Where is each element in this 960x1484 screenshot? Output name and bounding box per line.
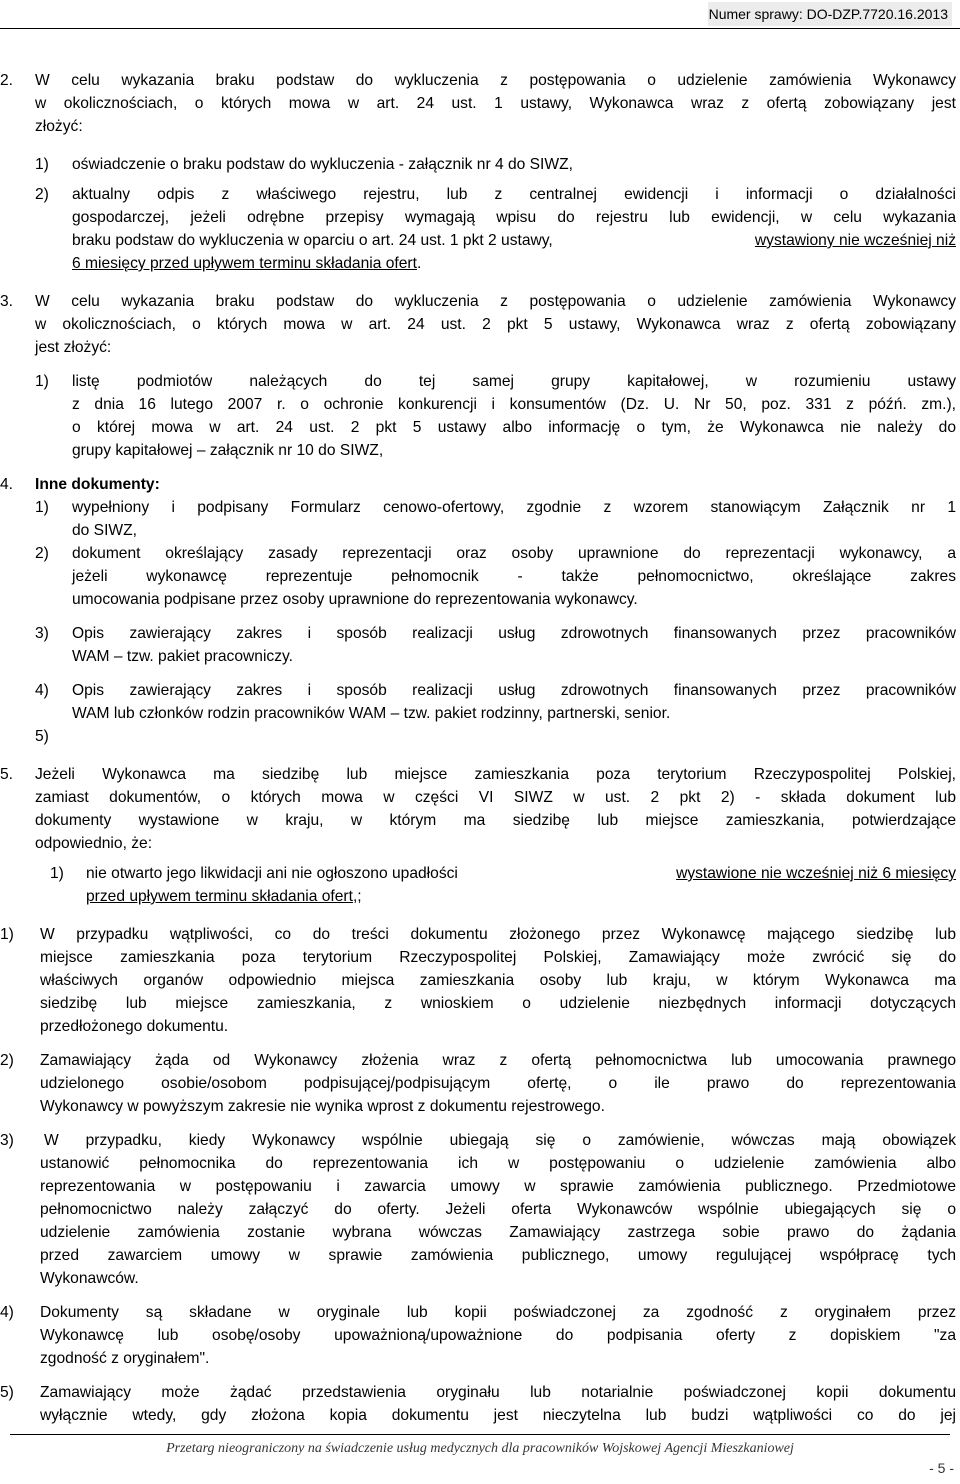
item-text: WAM – tzw. pakiet pracowniczy. <box>72 648 293 665</box>
item-text: grupy kapitałowej – załącznik nr 10 do SIWZ, <box>72 442 384 459</box>
item-text: W przypadku, kiedy Wykonawcy wspólnie ubiegają się o zamówienie, wówczas mają obowiązek <box>44 1132 956 1149</box>
section-number: 2. <box>0 72 14 89</box>
item-text: pełnomocnictwo należy załączyć do oferty. Jeżeli oferta Wykonawców wspólnie ubiegających się o <box>40 1201 956 1218</box>
item-text-mixed <box>72 253 421 275</box>
item-text: wyłącznie wtedy, gdy złożona kopia dokumentu jest nieczytelna lub budzi wątpliwości co do jej <box>40 1407 956 1424</box>
item-text: przedłożonego dokumentu. <box>40 1018 229 1035</box>
section-number: 4. <box>0 476 14 493</box>
item-number: 2) <box>35 545 49 562</box>
paragraph-line: Jeżeli Wykonawca ma siedzibę lub miejsce zamieszkania poza terytorium Rzeczypospolitej Polskiej, <box>35 766 956 783</box>
item-text-mixed <box>86 886 362 908</box>
item-text: Dokumenty są składane w oryginale lub kopii poświadczonej za zgodność z oryginałem przez <box>40 1304 956 1321</box>
item-text: o której mowa w art. 24 ust. 2 pkt 5 ustawy albo informację o tym, że Wykonawca nie należy do <box>72 419 956 436</box>
section-title: Inne dokumenty: <box>35 476 160 493</box>
footer-divider <box>10 1434 950 1435</box>
item-text: ustanowić pełnomocnika do reprezentowania ich w postępowaniu o udzielenie zamówienia albo <box>40 1155 956 1172</box>
item-text: przed zawarciem umowy w sprawie zamówienia publicznego, umowy regulującej współpracę tych <box>40 1247 956 1264</box>
item-text: ,; <box>352 888 362 905</box>
item-text: Opis zawierający zakres i sposób realizacji usług zdrowotnych finansowanych przez pracowników <box>72 625 956 642</box>
item-number: 2) <box>0 1052 14 1069</box>
item-text: gospodarczej, jeżeli odrębne przepisy wymagają wpisu do rejestru lub ewidencji, w celu wykazania <box>72 209 956 226</box>
item-number: 2) <box>35 186 49 203</box>
paragraph-line: jest złożyć: <box>35 339 112 356</box>
item-number: 1) <box>50 865 64 882</box>
item-text: Wykonawcę lub osobę/osoby upoważnioną/upoważnione do podpisania oferty z dopiskiem "za <box>40 1327 956 1344</box>
item-text: dokument określający zasady reprezentacji oraz osoby uprawnione do reprezentacji wykonawcy, a <box>72 545 956 562</box>
item-text: właściwych organów odpowiednio miejsca zamieszkania osoby lub kraju, w którym Wykonawca ma <box>40 972 956 989</box>
item-text: Wykonawców. <box>40 1270 139 1287</box>
underlined-text: wystawione nie wcześniej niż 6 miesięcy <box>676 865 956 882</box>
case-number-header: Numer sprawy: DO-DZP.7720.16.2013 <box>708 2 952 26</box>
item-text: nie otwarto jego likwidacji ani nie ogłoszono upadłości <box>86 865 458 882</box>
item-text: z dnia 16 lutego 2007 r. o ochronie konkurencji i konsumentów (Dz. U. Nr 50, poz. 331 z późń. zm.), <box>72 396 956 413</box>
item-text: udzielenie zamówienia zostanie wybrana wówczas Zamawiający zastrzega sobie prawo do żądania <box>40 1224 956 1241</box>
item-number: 1) <box>0 926 14 943</box>
item-text-mixed <box>86 863 956 885</box>
underlined-text: przed upływem terminu składania ofert <box>86 888 353 905</box>
item-text-mixed <box>72 230 956 252</box>
item-text: braku podstaw do wykluczenia w oparciu o art. 24 ust. 1 pkt 2 ustawy, <box>72 232 553 249</box>
paragraph-line: zamiast dokumentów, o których mowa w części VI SIWZ w ust. 2 pkt 2) - składa dokument lub <box>35 789 956 806</box>
item-number: 3) <box>0 1132 14 1149</box>
item-number: 1) <box>35 499 49 516</box>
paragraph-line: odpowiednio, że: <box>35 835 153 852</box>
paragraph-line: dokumenty wystawione w kraju, w którym ma siedzibę lub miejsce zamieszkania, potwierdzające <box>35 812 956 829</box>
item-text: Wykonawcy w powyższym zakresie nie wynika wprost z dokumentu rejestrowego. <box>40 1098 605 1115</box>
item-text: siedzibę lub miejsce zamieszkania, z wnioskiem o udzielenie niezbędnych informacji dotyczących <box>40 995 956 1012</box>
item-text: W przypadku wątpliwości, co do treści dokumentu złożonego przez Wykonawcę mającego siedzibę lub <box>40 926 956 943</box>
item-text: reprezentowania w postępowaniu i zawarcia umowy w sprawie zamówienia publicznego. Przedmiotowe <box>40 1178 956 1195</box>
item-text: . <box>416 255 422 272</box>
footer-text: Przetarg nieograniczony na świadczenie usług medycznych dla pracowników Wojskowej Agencji Mieszkaniowej <box>166 1441 794 1456</box>
item-number: 1) <box>35 373 49 390</box>
item-text: do SIWZ, <box>72 522 137 539</box>
item-text: WAM lub członków rodzin pracowników WAM – tzw. pakiet rodzinny, partnerski, senior. <box>72 705 671 722</box>
section-number: 3. <box>0 293 14 310</box>
item-number: 3) <box>35 625 49 642</box>
item-text: Zamawiający żąda od Wykonawcy złożenia wraz z ofertą pełnomocnictwa lub umocowania prawnego <box>40 1052 956 1069</box>
paragraph-line: W celu wykazania braku podstaw do wykluczenia z postępowania o udzielenie zamówienia Wykonawcy <box>35 72 956 89</box>
header-divider <box>0 28 960 29</box>
paragraph-line: w okolicznościach, o których mowa w art. 24 ust. 2 pkt 5 ustawy, Wykonawca wraz z ofertą zobowiązany <box>35 316 956 333</box>
paragraph-line: W celu wykazania braku podstaw do wykluczenia z postępowania o udzielenie zamówienia Wykonawcy <box>35 293 956 310</box>
item-text: udzielonego osobie/osobom podpisującej/podpisującym ofertę, o ile prawo do reprezentowania <box>40 1075 956 1092</box>
item-text: oświadczenie o braku podstaw do wykluczenia - załącznik nr 4 do SIWZ, <box>72 156 573 173</box>
item-text: wypełniony i podpisany Formularz cenowo-ofertowy, zgodnie z wzorem stanowiącym Załącznik nr 1 <box>72 499 956 516</box>
section-number: 5. <box>0 766 14 783</box>
item-text: Opis zawierający zakres i sposób realizacji usług zdrowotnych finansowanych przez pracowników <box>72 682 956 699</box>
item-text: listę podmiotów należących do tej samej grupy kapitałowej, w rozumieniu ustawy <box>72 373 956 390</box>
item-text: jeżeli wykonawcę reprezentuje pełnomocnik - także pełnomocnictwo, określające zakres <box>72 568 956 585</box>
item-text: Zamawiający może żądać przedstawienia oryginału lub notarialnie poświadczonej kopii dokumentu <box>40 1384 956 1401</box>
underlined-text: wystawiony nie wcześniej niż <box>754 232 956 249</box>
item-number: 4) <box>35 682 49 699</box>
paragraph-line: złożyć: <box>35 118 83 135</box>
item-number: 4) <box>0 1304 14 1321</box>
item-text: umocowania podpisane przez osoby uprawnione do reprezentowania wykonawcy. <box>72 591 638 608</box>
underlined-text: 6 miesięcy przed upływem terminu składania ofert <box>72 255 417 272</box>
item-number: 5) <box>35 728 49 745</box>
item-number: 5) <box>0 1384 14 1401</box>
item-text: miejsce zamieszkania poza terytorium Rzeczypospolitej Polskiej, Zamawiający może zwrócić się do <box>40 949 956 966</box>
page-number: - 5 - <box>929 1460 954 1476</box>
item-number: 1) <box>35 156 49 173</box>
item-text: zgodność z oryginałem". <box>40 1350 210 1367</box>
item-text: aktualny odpis z właściwego rejestru, lub z centralnej ewidencji i informacji o działalności <box>72 186 956 203</box>
paragraph-line: w okolicznościach, o których mowa w art. 24 ust. 1 ustawy, Wykonawca wraz z ofertą zobowiązany jest <box>35 95 956 112</box>
